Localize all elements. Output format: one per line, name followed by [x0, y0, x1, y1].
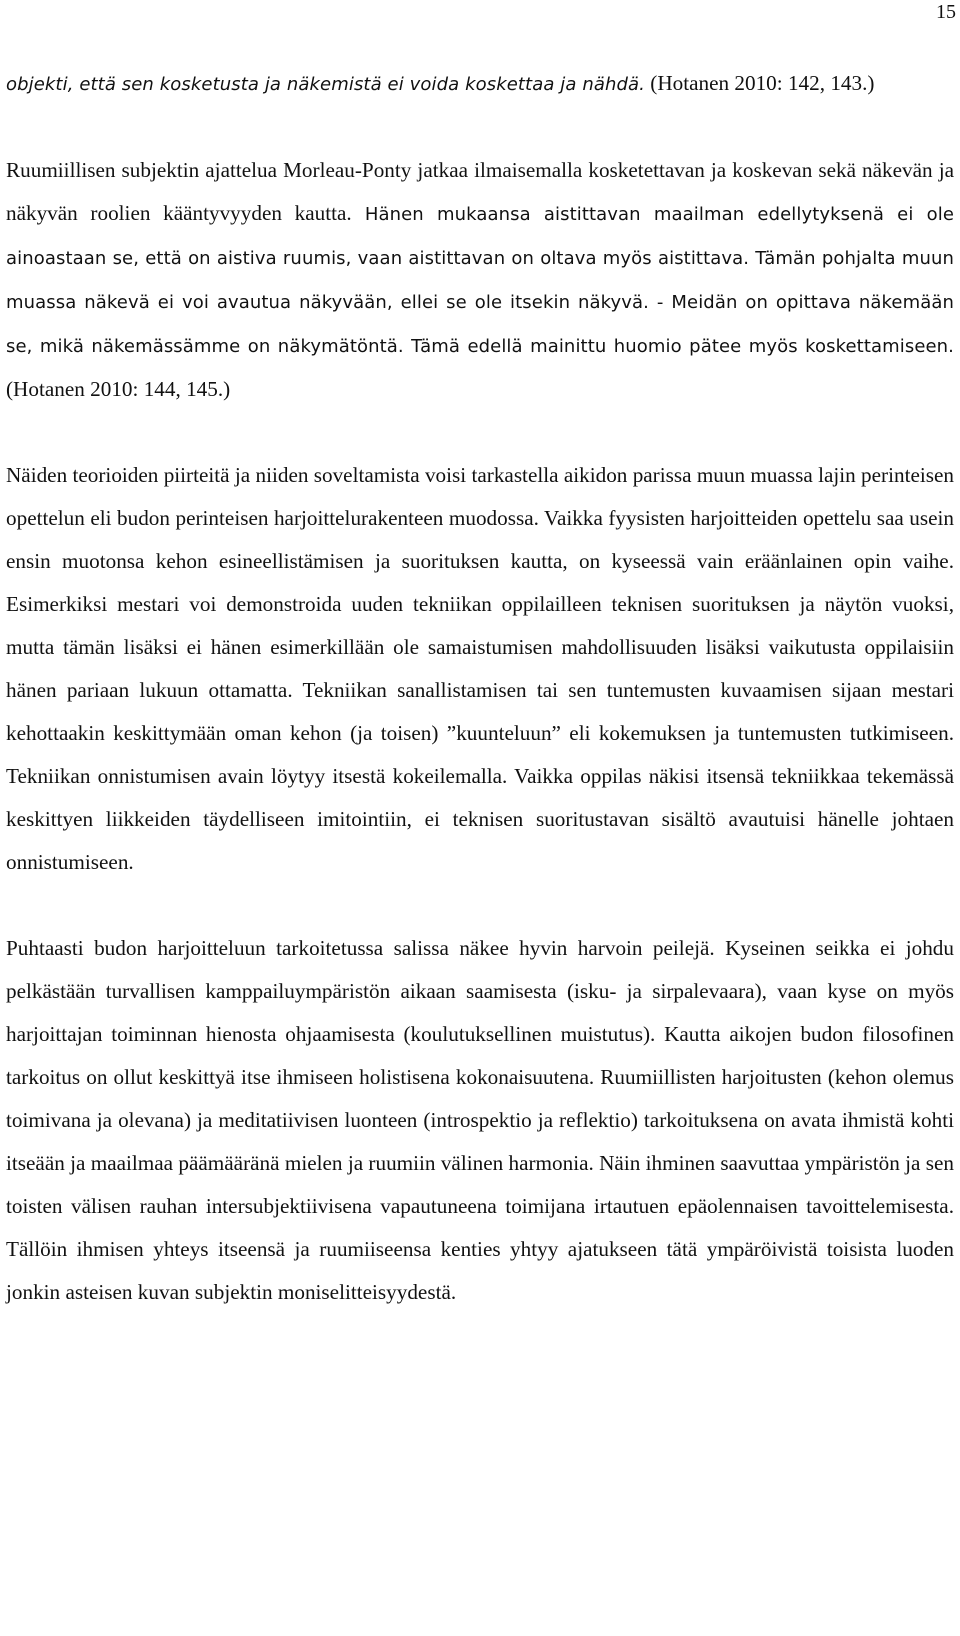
paragraph-4: Puhtaasti budon harjoitteluun tarkoitetussa salissa näkee hyvin harvoin peilejä. Kyseinen seikka ei johdu pelkästään turvallisen kamppailuympäristön aikaan saamisesta (isku- ja sirpalevaara), vaan kyse on myös harjoittajan toiminnan hienosta ohjaamisesta (koulutuksellinen muistutus). Kautta aikojen budon filosofinen tarkoitus on ollut keskittyä itse ihmiseen holistisena kokonaisuutena. Ruumiillisten harjoitusten (kehon olemus toimivana ja olevana) ja meditatiivisen luonteen (introspektio ja reflektio) tarkoituksena on avata ihmistä kohti itseään ja maailmaa päämääränä mielen ja ruumiin välinen harmonia. Näin ihminen saavuttaa ympäristön ja sen toisten välisen rauhan intersubjektiivisena vapautuneena toimijana irtautuen epäolennaisen tavoittelemisesta. Tällöin ihmisen yhteys itseensä ja ruumiiseensa kenties yhtyy ajatukseen tätä ympäröivistä toisista luoden jonkin asteisen kuvan subjektin moniselitteisyydestä. — [6, 936, 954, 1304]
paragraph-1 — [6, 62, 954, 106]
page-number: 15 — [936, 1, 956, 23]
paragraph-2-citation: (Hotanen 2010: 144, 145.) — [6, 377, 231, 401]
paragraph-2-body: Hänen mukaansa aistittavan maailman edellytyksenä ei ole ainoastaan se, että on aistiva ruumis, vaan aistittavan on oltava myös aistittava. Tämän pohjalta muun muassa näkevä ei voi avautua näkyvään, ellei se ole itsekin näkyvä. - Meidän on opittava näkemään se, mikä näkemässämme on näkymätöntä. Tämä edellä mainittu huomio pätee myös koskettamiseen. — [6, 204, 954, 357]
paragraph-2 — [6, 149, 954, 411]
document-body — [6, 62, 954, 1314]
paragraph-3: Näiden teorioiden piirteitä ja niiden soveltamista voisi tarkastella aikidon parissa muun muassa lajin perinteisen opettelun eli budon perinteisen harjoittelurakenteen muodossa. Vaikka fyysisten harjoitteiden opettelu saa usein ensin muotonsa kehon esineellistämisen ja suorituksen kautta, on kyseessä vain eräänlainen opin vaihe. Esimerkiksi mestari voi demonstroida uuden tekniikan oppilailleen teknisen suorituksen ja näytön vuoksi, mutta tämän lisäksi ei hänen esimerkillään ole samaistumisen mahdollisuuden lisäksi vaikutusta oppilaisiin hänen pariaan lukuun ottamatta. Tekniikan sanallistamisen tai sen tuntemusten kuvaamisen sijaan mestari kehottaakin keskittymään oman kehon (ja toisen) ”kuunteluun” eli kokemuksen ja tuntemusten tutkimiseen. Tekniikan onnistumisen avain löytyy itsestä kokeilemalla. Vaikka oppilas näkisi itsensä tekniikkaa tekemässä keskittyen liikkeiden täydelliseen imitointiin, ei teknisen suoritustavan sisältö avautuisi hänelle johtaen onnistumiseen. — [6, 463, 954, 874]
paragraph-2-opening: Ruumiillisen subjektin ajattelua Morleau-Ponty jatkaa ilmaisemalla kosketettavan ja koskevan sekä näkevän ja näkyvän roolien kääntyvyyden kautta. — [6, 158, 954, 225]
paragraph-1-italic-text: objekti, että sen kosketusta ja näkemistä ei voida koskettaa ja nähdä. — [6, 74, 645, 95]
paragraph-1-citation: (Hotanen 2010: 142, 143.) — [644, 71, 875, 95]
